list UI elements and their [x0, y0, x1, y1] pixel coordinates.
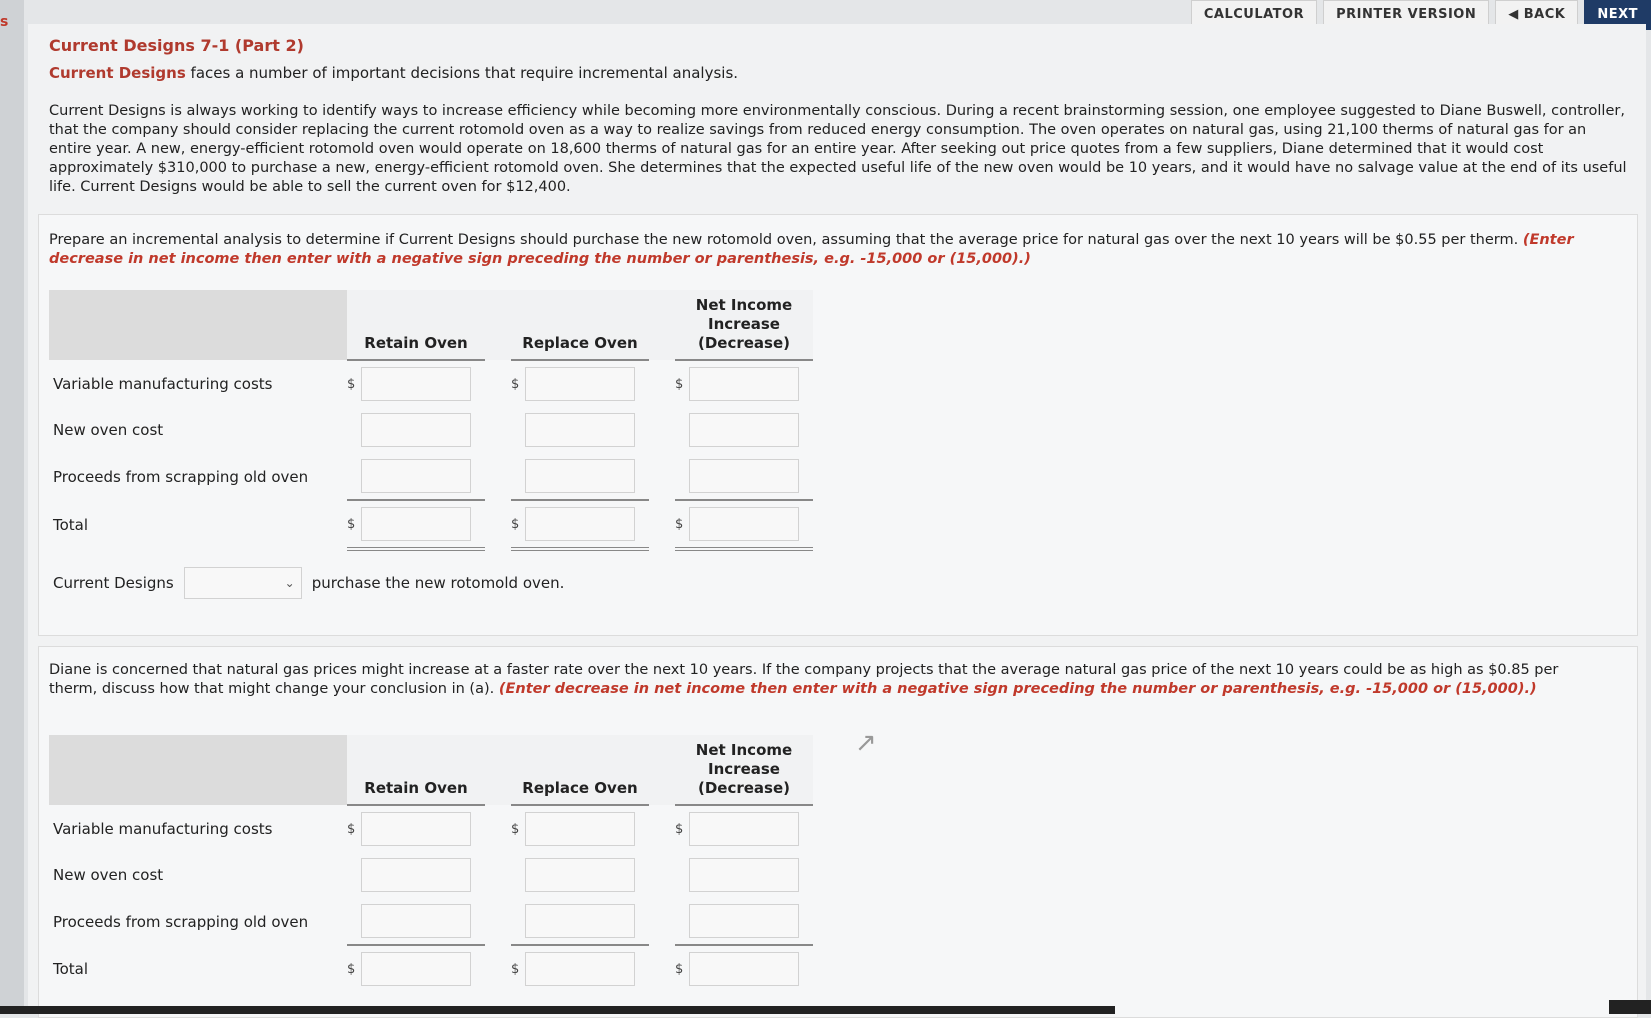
back-arrow-icon: ◀ [1508, 7, 1519, 22]
table-header-row [49, 735, 813, 805]
table-header-row [49, 290, 813, 360]
b-total-replace-input[interactable] [525, 952, 635, 986]
conclusion-suffix: purchase the new rotomold oven. [311, 574, 565, 592]
row-label-total: Total [53, 959, 89, 978]
page-subtitle [49, 64, 738, 82]
dollar-sign: $ [675, 516, 684, 532]
chevron-down-icon: ⌄ [284, 576, 295, 590]
col-retain-oven: Retain Oven [347, 735, 485, 805]
col-retain-oven: Retain Oven [347, 290, 485, 360]
table-row [49, 453, 813, 500]
left-sidebar [0, 0, 24, 1014]
table-row [49, 852, 813, 898]
table-row [49, 360, 813, 407]
col-replace-oven: Replace Oven [511, 735, 649, 805]
part-b-note: (Enter decrease in net income then enter with a negative sign preceding the number or parenthesis, e.g. -15,000 or (15,000).) [498, 681, 1537, 697]
a-variable-retain-input[interactable] [361, 367, 471, 401]
a-proceeds-replace-input[interactable] [525, 459, 635, 493]
table-row-total [49, 945, 813, 992]
part-b-instruction-text: Diane is concerned that natural gas prices might increase at a faster rate over the next 10 years. If the company projects that the average natural gas price of the next 10 years could be as high as $0.85 per therm, discuss how that might change your conclusion in (a). [49, 662, 1559, 697]
printer-version-button[interactable]: PRINTER VERSION [1323, 0, 1489, 30]
conclusion-row [53, 567, 564, 599]
b-newoven-replace-input[interactable] [525, 858, 635, 892]
back-label: BACK [1523, 7, 1566, 22]
table-row [49, 805, 813, 852]
dollar-sign: $ [675, 821, 684, 837]
row-label-new-oven: New oven cost [53, 866, 164, 884]
b-variable-replace-input[interactable] [525, 812, 635, 846]
part-b-instruction [49, 661, 1609, 699]
dollar-sign: $ [347, 821, 356, 837]
a-variable-net-input[interactable] [689, 367, 799, 401]
next-button[interactable]: NEXT [1584, 0, 1651, 30]
mouse-cursor-icon: ↗ [855, 728, 877, 758]
dollar-sign: $ [675, 961, 684, 977]
header-blank [49, 290, 347, 360]
row-label-proceeds: Proceeds from scrapping old oven [53, 467, 309, 486]
col-net-income: Net Income Increase (Decrease) [675, 735, 813, 805]
row-label-variable: Variable manufacturing costs [53, 819, 273, 838]
a-newoven-replace-input[interactable] [525, 413, 635, 447]
dollar-sign: $ [511, 516, 520, 532]
conclusion-select[interactable] [184, 567, 302, 599]
dollar-sign: $ [347, 376, 356, 392]
table-row-total [49, 500, 813, 549]
dollar-sign: $ [347, 961, 356, 977]
b-newoven-net-input[interactable] [689, 858, 799, 892]
row-label-variable: Variable manufacturing costs [53, 374, 273, 393]
b-newoven-retain-input[interactable] [361, 858, 471, 892]
bottom-bar [0, 1006, 1115, 1014]
part-a-table [49, 290, 813, 551]
b-variable-net-input[interactable] [689, 812, 799, 846]
part-b-table [49, 735, 813, 992]
a-proceeds-net-input[interactable] [689, 459, 799, 493]
part-a-note: (Enter decrease in net income then enter with a negative sign preceding the number or parenthesis, e.g. -15,000 or (15,000).) [49, 232, 1574, 267]
page-title: Current Designs 7-1 (Part 2) [49, 36, 304, 55]
company-name: Current Designs [49, 64, 186, 82]
col-net-income: Net Income Increase (Decrease) [675, 290, 813, 360]
scenario-text: Current Designs is always working to identify ways to increase efficiency while becoming more environmentally conscious. During a recent brainstorming session, one employee suggested to Diane Buswell, controller, that the company should consider replacing the current rotomold oven as a way to realize savings from reduced energy consumption. The oven operates on natural gas, using 21,100 therms of natural gas for an entire year. A new, energy-efficient rotomold oven would operate on 18,600 therms of natural gas for an entire year. After seeking out price quotes from a few suppliers, Diane determined that it would cost approximately $310,000 to purchase a new, energy-efficient rotomold oven. She determines that the expected useful life of the new oven would be 10 years, and it would have no salvage value at the end of its useful life. Current Designs would be able to sell the current oven for $12,400. [49, 103, 1627, 195]
part-a-instruction-text: Prepare an incremental analysis to determine if Current Designs should purchase the new rotomold oven, assuming that the average price for natural gas over the next 10 years will be $0.55 per therm. [49, 232, 1519, 248]
sidebar-marker: s [0, 14, 9, 30]
question-page [28, 24, 1646, 1014]
b-proceeds-replace-input[interactable] [525, 904, 635, 938]
dollar-sign: $ [675, 376, 684, 392]
col-replace-oven: Replace Oven [511, 290, 649, 360]
row-label-proceeds: Proceeds from scrapping old oven [53, 912, 309, 931]
table-row [49, 407, 813, 453]
b-total-net-input[interactable] [689, 952, 799, 986]
a-total-replace-input[interactable] [525, 507, 635, 541]
part-b-card [38, 646, 1638, 1018]
row-label-new-oven: New oven cost [53, 421, 164, 439]
part-a-card [38, 214, 1638, 636]
a-newoven-retain-input[interactable] [361, 413, 471, 447]
b-variable-retain-input[interactable] [361, 812, 471, 846]
b-proceeds-net-input[interactable] [689, 904, 799, 938]
calculator-button[interactable]: CALCULATOR [1191, 0, 1317, 30]
dollar-sign: $ [511, 376, 520, 392]
table-row [49, 898, 813, 945]
a-newoven-net-input[interactable] [689, 413, 799, 447]
dollar-sign: $ [511, 821, 520, 837]
dollar-sign: $ [511, 961, 520, 977]
row-label-total: Total [53, 515, 89, 534]
header-blank [49, 735, 347, 805]
subtitle-text: faces a number of important decisions that require incremental analysis. [190, 64, 739, 82]
conclusion-prefix: Current Designs [53, 574, 174, 592]
b-total-retain-input[interactable] [361, 952, 471, 986]
dollar-sign: $ [347, 516, 356, 532]
a-total-retain-input[interactable] [361, 507, 471, 541]
a-proceeds-retain-input[interactable] [361, 459, 471, 493]
a-total-net-input[interactable] [689, 507, 799, 541]
a-variable-replace-input[interactable] [525, 367, 635, 401]
part-a-instruction [49, 231, 1609, 269]
b-proceeds-retain-input[interactable] [361, 904, 471, 938]
bottom-corner-bar [1609, 1000, 1651, 1014]
